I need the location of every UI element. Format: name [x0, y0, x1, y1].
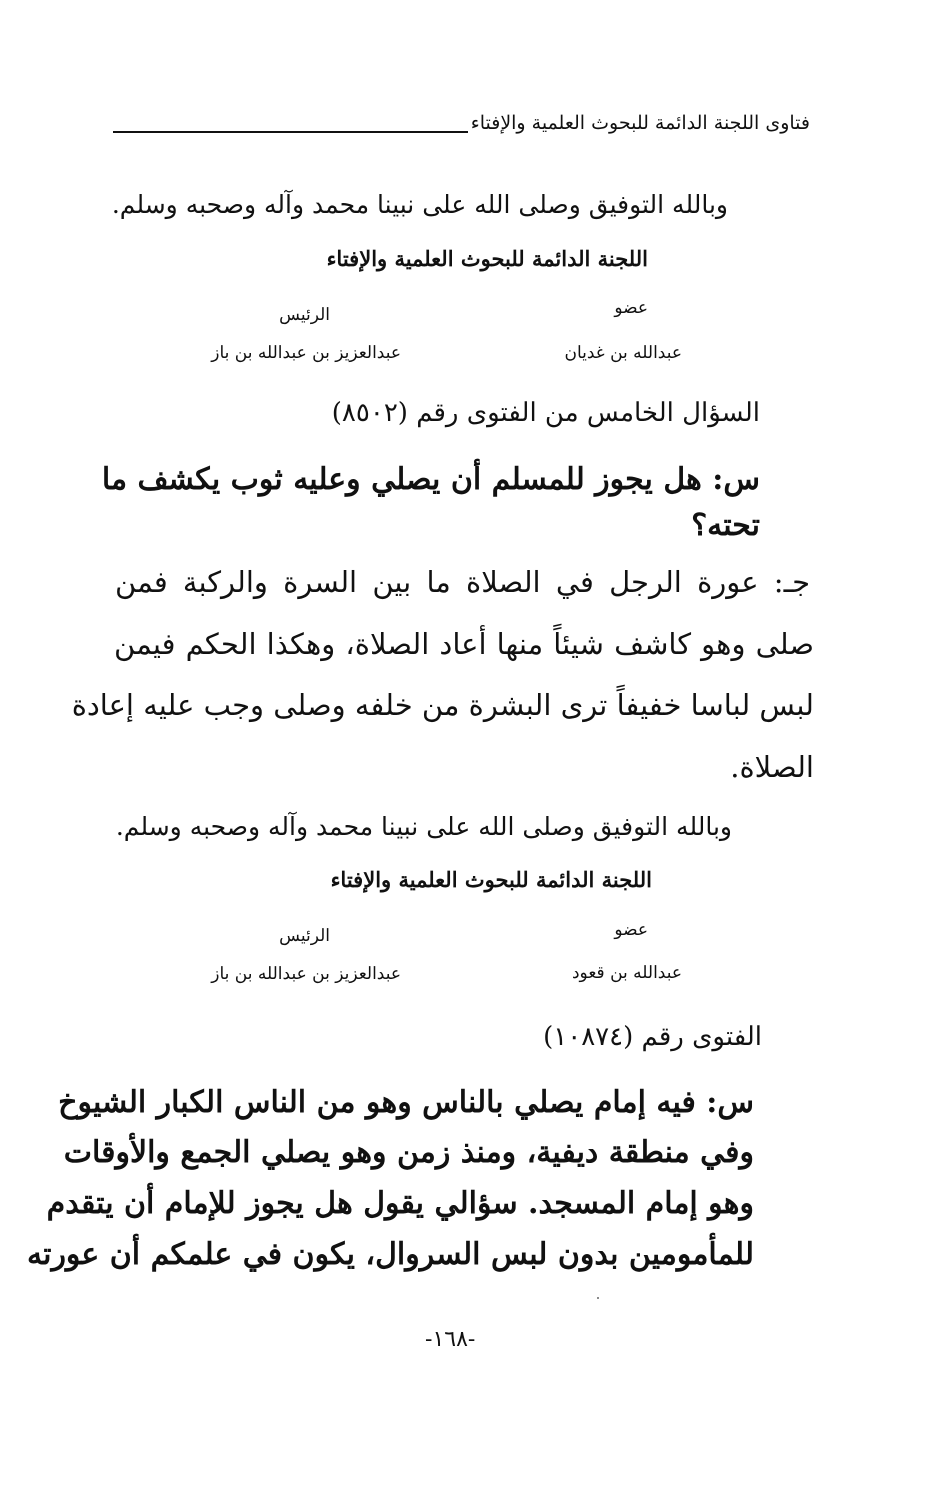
chair-name: عبدالعزيز بن عبدالله بن باز	[211, 964, 401, 984]
answer-line: جـ: عورة الرجل في الصلاة ما بين السرة والركبة فمن	[115, 565, 810, 599]
question-line: وفي منطقة ديفية، ومنذ زمن وهو يصلي الجمع والأوقات	[63, 1135, 754, 1170]
chair-role: الرئيس	[279, 305, 330, 325]
fatwa-heading: السؤال الخامس من الفتوى رقم (٨٥٠٢)	[331, 398, 760, 428]
header-rule	[113, 131, 468, 133]
member-role: عضو	[614, 920, 648, 940]
fatwa-heading: الفتوى رقم (١٠٨٧٤)	[543, 1022, 762, 1052]
closing-line: وبالله التوفيق وصلى الله على نبينا محمد وآله وصحبه وسلم.	[115, 812, 732, 841]
chair-role: الرئيس	[279, 926, 330, 946]
chair-name: عبدالعزيز بن عبدالله بن باز	[211, 343, 401, 363]
question-line: س: هل يجوز للمسلم أن يصلي وعليه ثوب يكشف ما	[101, 462, 760, 497]
closing-line: وبالله التوفيق وصلى الله على نبينا محمد وآله وصحبه وسلم.	[111, 190, 728, 219]
question-line: س: فيه إمام يصلي بالناس وهو من الناس الكبار الشيوخ	[58, 1085, 754, 1120]
running-header: فتاوى اللجنة الدائمة للبحوث العلمية والإفتاء	[470, 112, 810, 134]
page-number: -١٦٨-	[425, 1327, 476, 1352]
committee-title: اللجنة الدائمة للبحوث العلمية والإفتاء	[330, 867, 652, 892]
question-line: للمأمومين بدون لبس السروال، يكون في علمكم أن عورته	[27, 1237, 754, 1272]
member-name: عبدالله بن قعود	[571, 963, 682, 983]
speck	[597, 1297, 599, 1299]
committee-title: اللجنة الدائمة للبحوث العلمية والإفتاء	[326, 246, 648, 271]
question-line: وهو إمام المسجد. سؤالي يقول هل يجوز للإمام أن يتقدم	[46, 1186, 754, 1221]
answer-line: الصلاة.	[730, 750, 814, 784]
question-line: تحته؟	[691, 508, 760, 543]
member-name: عبدالله بن غديان	[564, 343, 682, 363]
answer-line: لبس لباسا خفيفاً ترى البشرة من خلفه وصلى وجب عليه إعادة	[71, 688, 814, 722]
answer-line: صلى وهو كاشف شيئاً منها أعاد الصلاة، وهكذا الحكم فيمن	[114, 627, 814, 661]
member-role: عضو	[614, 298, 648, 318]
